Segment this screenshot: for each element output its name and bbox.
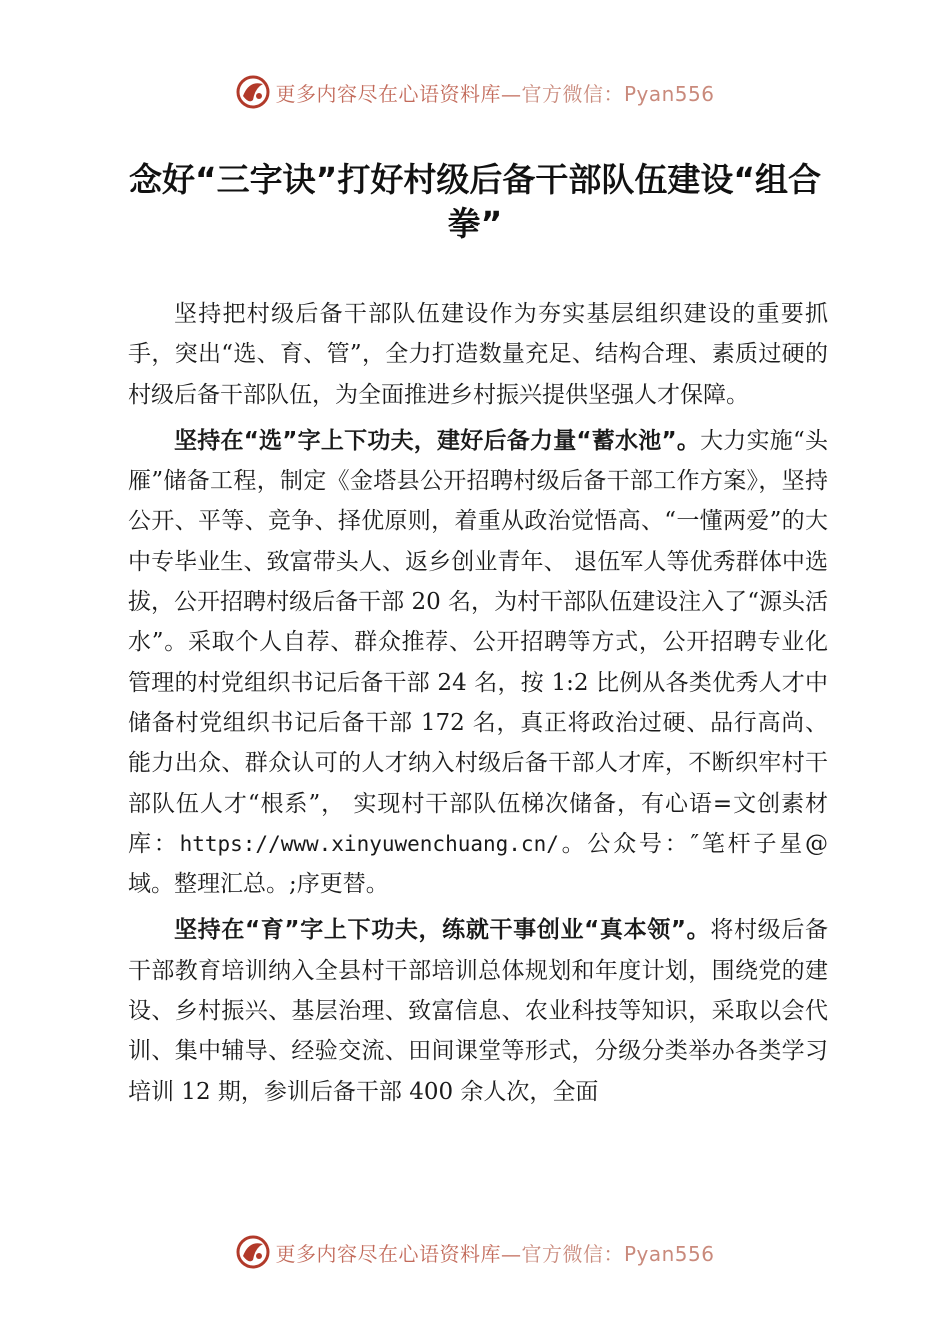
banner-text: 更多内容尽在心语资料库—官方微信：Pyan556 xyxy=(275,1241,715,1266)
paragraph-educate-text: 将村级后备干部教育培训纳入全县村干部培训总体规划和年度计划，围绕党的建设、乡村振兴、基层治理、致富信息、农业科技等知识，采取以会代训、集中辅导、经验交流、田间课堂等形式，分级分类举办各类学习培训 12 期，参训后备干部 400 余人次，全面 xyxy=(128,917,829,1105)
paragraph-select-heading: 坚持在“选”字上下功夫，建好后备力量“蓄水池”。 xyxy=(174,427,701,454)
paragraph-educate xyxy=(128,910,828,1111)
paragraph-select-text: 大力实施“头雁”储备工程，制定《金塔县公开招聘村级后备干部工作方案》，坚持公开、平等、竞争、择优原则，着重从政治觉悟高、“一懂两爱”的大中专毕业生、致富带头人、返乡创业青年、 退伍军人等优秀群体中选拔，公开招聘村级后备干部 20 名，为村干部队伍建设注入了“源头活水”。采取个人自荐、群众推荐、公开招聘等方式，公开招聘专业化管理的村党组织书记后备干部 24 名，按 1:2 比例从各类优秀人才中储备村党组织书记后备干部 172 名，真正将政治过硬、品行高尚、能力出众、群众认可的人才纳入村级后备干部人才库，不断织牢村干部队伍人才“根系”， 实现村干部队伍梯次储备，有心语=文创素材库： xyxy=(128,427,829,857)
website-link[interactable]: https://www.xinyuwenchuang.cn/ xyxy=(179,831,559,856)
header-watermark-banner xyxy=(0,72,950,112)
paragraph-intro: 坚持把村级后备干部队伍建设作为夯实基层组织建设的重要抓手，突出“选、育、管”，全力打造数量充足、结构合理、素质过硬的村级后备干部队伍，为全面推进乡村振兴提供坚强人才保障。 xyxy=(128,301,828,408)
article-body xyxy=(128,294,828,1112)
red-swirl-logo-icon xyxy=(235,74,271,110)
red-swirl-logo-icon xyxy=(235,1234,271,1270)
page-title: 念好“三字诀”打好村级后备干部队伍建设“组合拳” xyxy=(128,160,822,243)
paragraph-educate-heading: 坚持在“育”字上下功夫，练就干事创业“真本领”。 xyxy=(174,917,711,944)
footer-watermark-banner xyxy=(0,1232,950,1272)
paragraph-select-tail: 。公众号：″笔杆子星@域。整理汇总。;序更替。 xyxy=(128,830,829,898)
paragraph-select xyxy=(128,421,828,905)
banner-text: 更多内容尽在心语资料库—官方微信：Pyan556 xyxy=(275,81,715,106)
